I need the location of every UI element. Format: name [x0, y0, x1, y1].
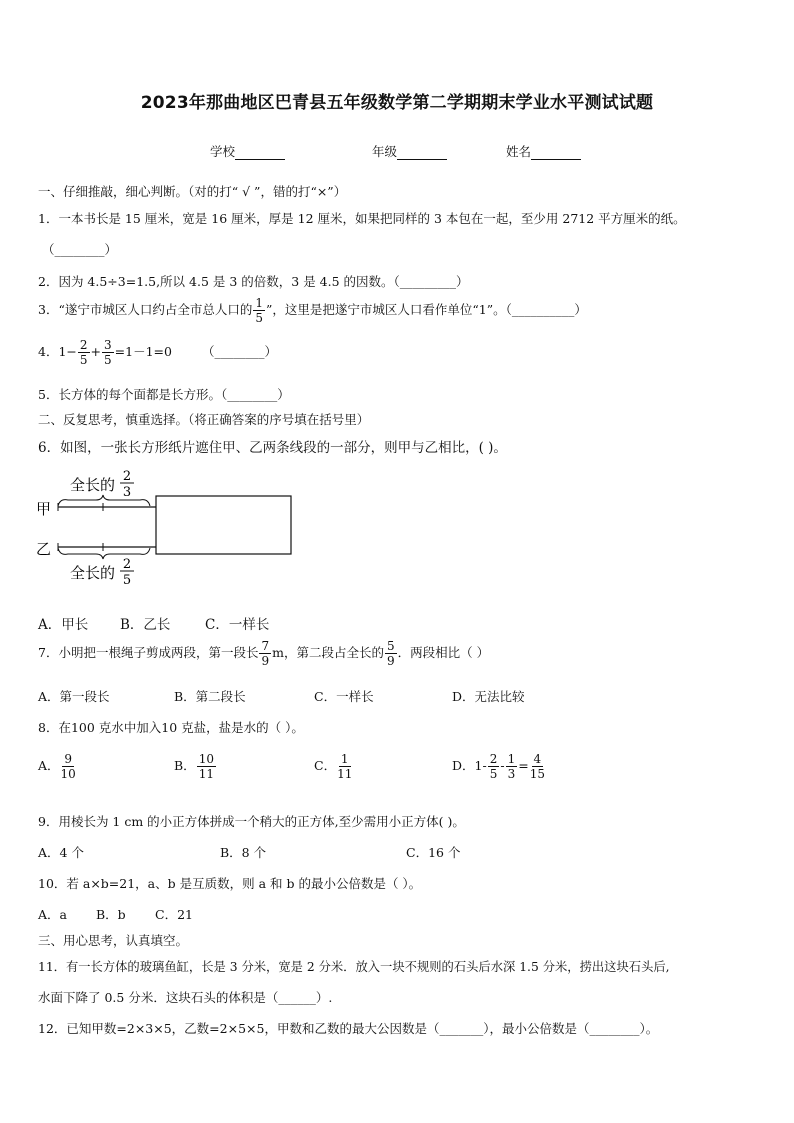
- svg-text:5: 5: [122, 573, 132, 588]
- q4-fraction-1: $\frac{2}{5}$: [79, 338, 88, 367]
- section-2-heading: 二、反复思考，慎重选择。（将正确答案的序号填在括号里）: [38, 412, 370, 427]
- school-label: 学校: [210, 144, 236, 159]
- cover-rectangle: [156, 496, 291, 554]
- section-3-heading: 三、用心思考，认真填空。: [38, 933, 189, 948]
- question-1-blank[interactable]: （________）: [42, 242, 118, 257]
- svg-text:2: 2: [122, 469, 132, 484]
- name-field[interactable]: [506, 142, 581, 160]
- q10-option-a[interactable]: A．a: [38, 907, 67, 922]
- question-8-text: 8．在100 克水中加入10 克盐，盐是水的（ ）。: [38, 720, 304, 735]
- question-11-line-1: 11．有一长方体的玻璃鱼缸，长是 3 分米，宽是 2 分米．放入一块不规则的石头后水深 1.5 分米，捞出这块石头后,: [38, 960, 670, 974]
- q3-post: ”，这里是把遂宁市城区人口看作单位“1”。（__________）: [266, 302, 587, 317]
- q4-blank[interactable]: （________）: [201, 344, 277, 359]
- question-11-line-2: 水面下降了 0.5 分米．这块石头的体积是（______）.: [38, 990, 333, 1005]
- question-9-text: 9．用棱长为 1 cm 的小正方体拼成一个稍大的正方体,至少需用小正方体( )。: [38, 814, 465, 829]
- q10-option-b[interactable]: B．b: [96, 907, 126, 922]
- name-label: 姓名: [506, 144, 532, 159]
- q6-top-label: 全长的: [70, 476, 116, 494]
- q7-option-a[interactable]: A．第一段长: [38, 689, 110, 704]
- question-10-text: 10．若 a×b=21，a、b 是互质数，则 a 和 b 的最小公倍数是（ ）。: [38, 876, 422, 891]
- q3-pre: 3．“遂宁市城区人口约占全市总人口的: [38, 302, 253, 317]
- q6-bottom-label: 全长的: [70, 564, 116, 582]
- q3-fraction: $\frac{1}{5}$: [255, 296, 263, 325]
- q10-option-c[interactable]: C．21: [155, 907, 193, 922]
- school-field[interactable]: [210, 142, 285, 160]
- jia-label: 甲: [36, 500, 52, 518]
- grade-field[interactable]: [372, 142, 447, 160]
- q9-option-a[interactable]: A．4 个: [38, 845, 84, 860]
- q6-option-b[interactable]: B．乙长: [120, 617, 171, 633]
- yi-label: 乙: [36, 540, 52, 558]
- q8-option-a[interactable]: A． $\frac{9}{10}$: [38, 752, 76, 781]
- question-7: 7．小明把一根绳子剪成两段，第一段长 $\frac{7}{9}$ m，第二段占全长的 $\frac{5}{9}$ ．两段相比（ ）: [38, 639, 490, 668]
- q7-option-b[interactable]: B．第二段长: [174, 689, 246, 704]
- q8-option-c[interactable]: C． $\frac{1}{11}$: [314, 752, 353, 781]
- question-6-figure: [36, 462, 296, 592]
- q8-option-d[interactable]: D．1- $\frac{2}{5}$ - $\frac{1}{3}$ = $\frac{4}{15}$: [452, 752, 545, 781]
- q7-fraction-1: $\frac{7}{9}$: [261, 639, 270, 668]
- question-2: 2．因为 4.5÷3=1.5,所以 4.5 是 3 的倍数，3 是 4.5 的因数。（_________）: [38, 274, 469, 289]
- q8-option-b[interactable]: B． $\frac{10}{11}$: [174, 752, 214, 781]
- svg-text:3: 3: [122, 485, 132, 500]
- question-12: 12．已知甲数=2×3×5，乙数=2×5×5，甲数和乙数的最大公因数是（_______），最小公倍数是（________）。: [38, 1021, 659, 1036]
- question-6-text: 6．如图，一张长方形纸片遮住甲、乙两条线段的一部分，则甲与乙相比，( )。: [38, 440, 507, 456]
- q7-option-d[interactable]: D．无法比较: [452, 689, 525, 704]
- grade-label: 年级: [372, 144, 398, 159]
- q4-fraction-2: $\frac{3}{5}$: [104, 338, 112, 367]
- q9-option-c[interactable]: C．16 个: [406, 845, 461, 860]
- q7-fraction-2: $\frac{5}{9}$: [386, 639, 395, 668]
- section-1-heading: 一、仔细推敲，细心判断。（对的打“ √ ”，错的打“×”）: [38, 184, 347, 199]
- svg-text:2: 2: [122, 557, 132, 572]
- q6-option-a[interactable]: A．甲长: [38, 617, 89, 633]
- question-5: 5．长方体的每个面都是长方形。（________）: [38, 387, 290, 402]
- question-4: 4．1− $\frac{2}{5}$ + $\frac{3}{5}$ =1－1=0 （________）: [38, 338, 277, 367]
- question-3: [38, 297, 587, 324]
- q6-option-c[interactable]: C．一样长: [205, 617, 270, 633]
- question-1-text: 1．一本书长是 15 厘米，宽是 16 厘米，厚是 12 厘米，如果把同样的 3 本包在一起，至少用 2712 平方厘米的纸。: [38, 211, 686, 226]
- page-title: 2023年那曲地区巴青县五年级数学第二学期期末学业水平测试试题: [140, 93, 654, 113]
- q9-option-b[interactable]: B．8 个: [220, 845, 267, 860]
- q7-option-c[interactable]: C．一样长: [314, 689, 374, 704]
